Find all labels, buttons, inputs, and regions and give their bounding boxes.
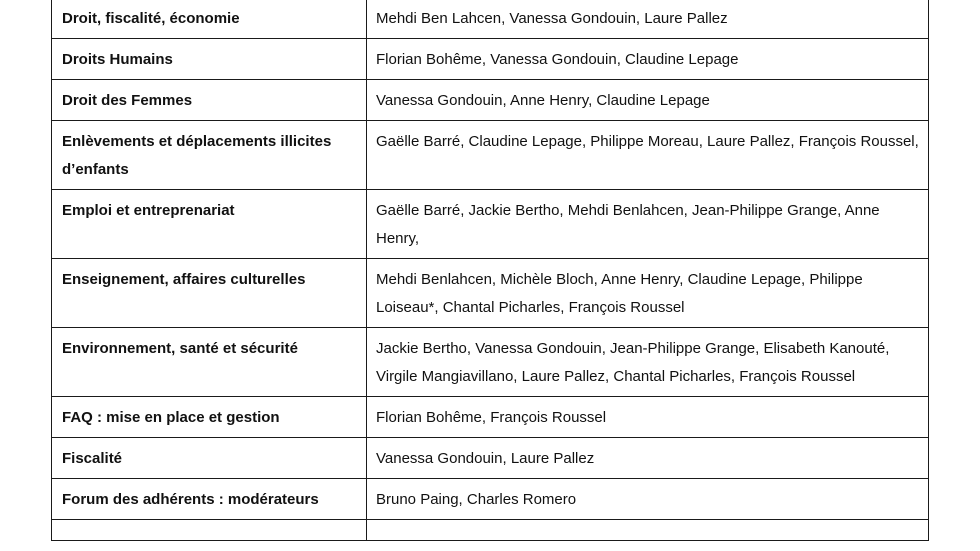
members-cell: Florian Bohême, François Roussel: [367, 397, 929, 438]
topic-cell: Droit des Femmes: [52, 80, 367, 121]
members-cell-partial: [367, 520, 929, 541]
members-cell: Florian Bohême, Vanessa Gondouin, Claudine Lepage: [367, 39, 929, 80]
table-row: [52, 121, 929, 190]
members-cell: Mehdi Benlahcen, Michèle Bloch, Anne Henry, Claudine Lepage, Philippe Loiseau*, Chantal Picharles, François Roussel: [367, 259, 929, 328]
topic-cell: FAQ : mise en place et gestion: [52, 397, 367, 438]
commission-members-table: [51, 0, 929, 541]
members-cell: Gaëlle Barré, Claudine Lepage, Philippe Moreau, Laure Pallez, François Roussel,: [367, 121, 929, 190]
members-cell: Gaëlle Barré, Jackie Bertho, Mehdi Benlahcen, Jean-Philippe Grange, Anne Henry,: [367, 190, 929, 259]
topic-cell: Droit, fiscalité, économie: [52, 0, 367, 39]
members-cell: Jackie Bertho, Vanessa Gondouin, Jean-Philippe Grange, Elisabeth Kanouté, Virgile Mangiavillano, Laure Pallez, Chantal Picharles, François Roussel: [367, 328, 929, 397]
table-row: [52, 328, 929, 397]
members-cell: Vanessa Gondouin, Anne Henry, Claudine Lepage: [367, 80, 929, 121]
table-row: [52, 479, 929, 520]
table-row: [52, 39, 929, 80]
table-row-partial-bottom: [52, 520, 929, 541]
topic-cell: Environnement, santé et sécurité: [52, 328, 367, 397]
topic-cell: Enlèvements et déplacements illicites d’enfants: [52, 121, 367, 190]
table-row: [52, 80, 929, 121]
topic-cell: Enseignement, affaires culturelles: [52, 259, 367, 328]
table-row: [52, 0, 929, 39]
topic-cell: Fiscalité: [52, 438, 367, 479]
table-row: [52, 190, 929, 259]
topic-cell-partial: [52, 520, 367, 541]
members-cell: Bruno Paing, Charles Romero: [367, 479, 929, 520]
members-cell: Vanessa Gondouin, Laure Pallez: [367, 438, 929, 479]
members-cell: Mehdi Ben Lahcen, Vanessa Gondouin, Laure Pallez: [367, 0, 929, 39]
table-row: [52, 397, 929, 438]
table-row: [52, 438, 929, 479]
topic-cell: Emploi et entreprenariat: [52, 190, 367, 259]
topic-cell: Droits Humains: [52, 39, 367, 80]
topic-cell: Forum des adhérents : modérateurs: [52, 479, 367, 520]
table-row: [52, 259, 929, 328]
